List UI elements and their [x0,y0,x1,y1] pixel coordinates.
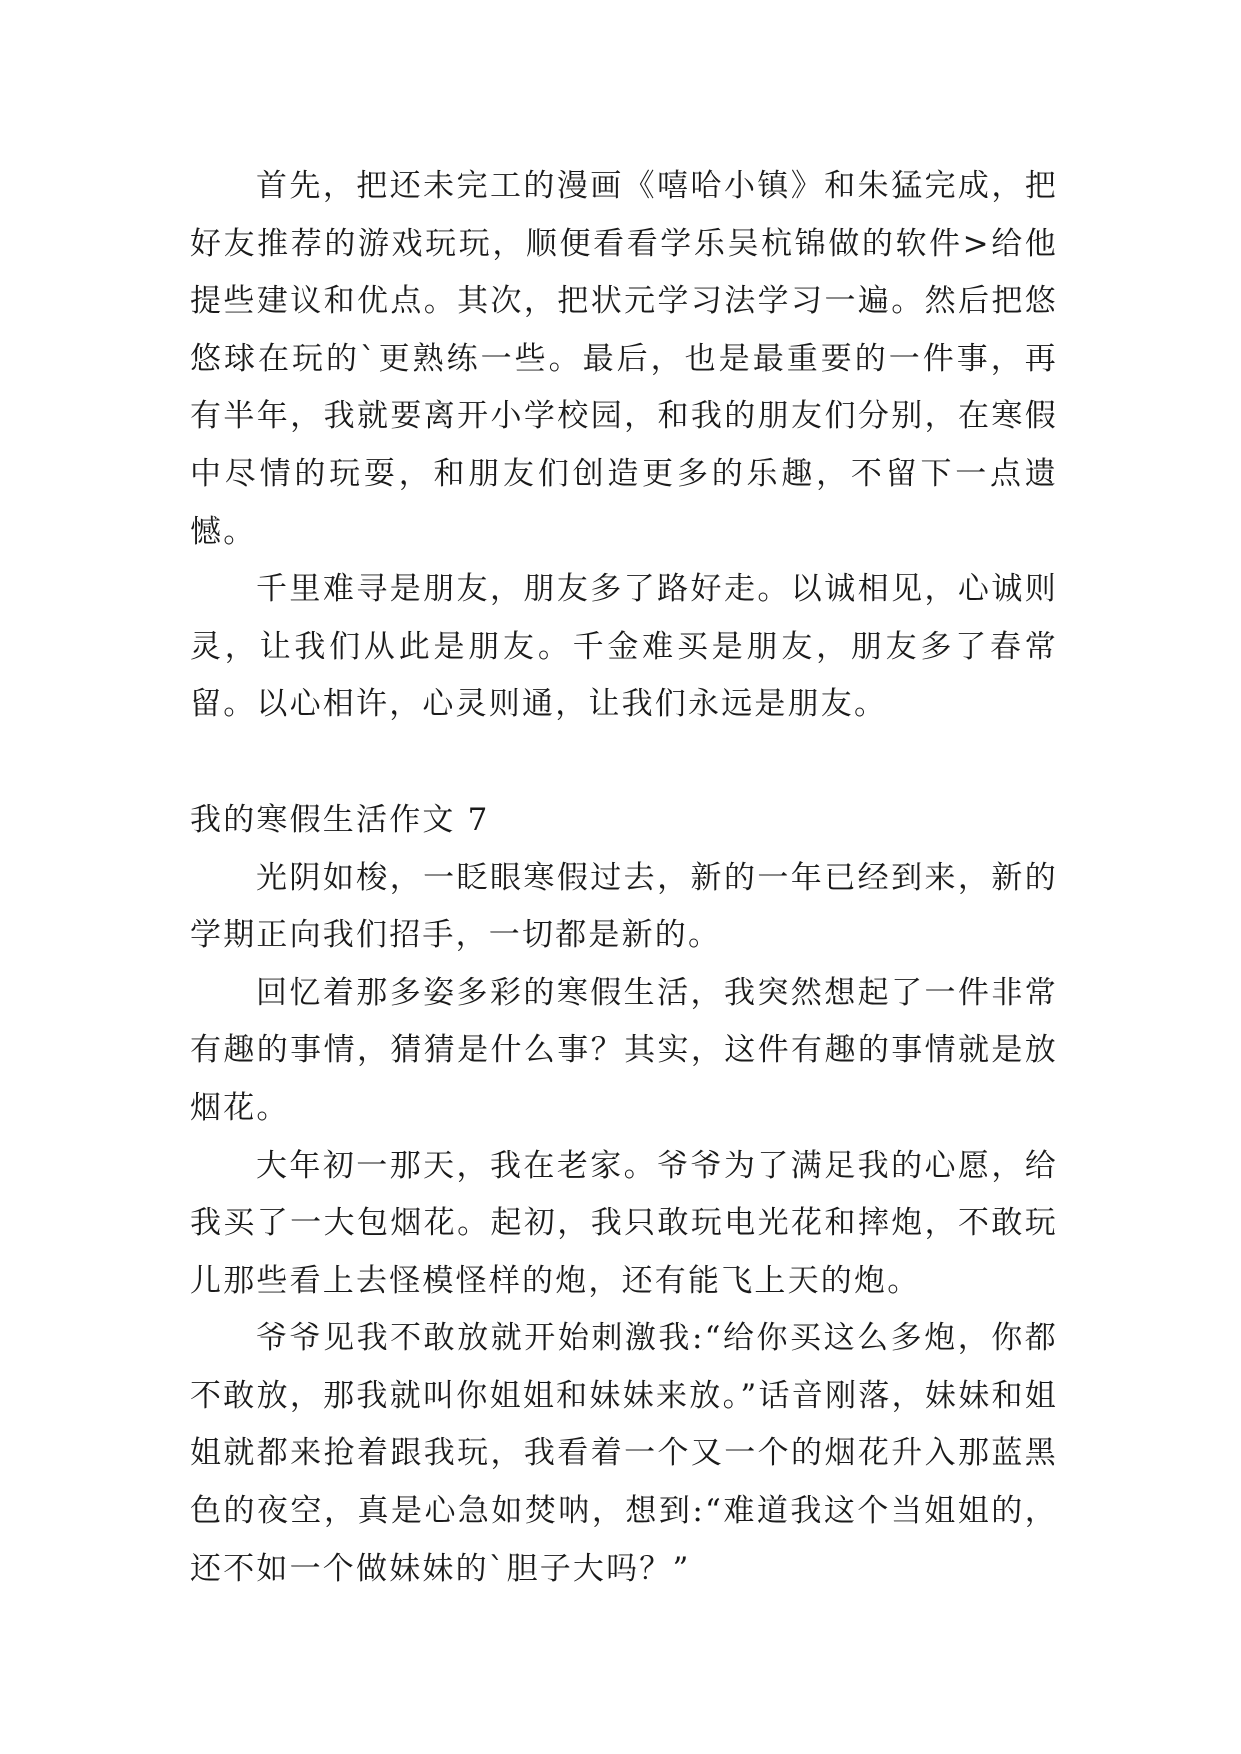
section-title: 我的寒假生活作文 7 [190,801,490,838]
document-body [190,158,1058,1598]
paragraph: 首先，把还未完工的漫画《嘻哈小镇》和朱猛完成，把好友推荐的游戏玩玩，顺便看看学乐吴杭锦做的软件>给他提些建议和优点。其次，把状元学习法学习一遍。然后把悠悠球在玩的`更熟练一些。最后，也是最重要的一件事，再有半年，我就要离开小学校园，和我的朋友们分别，在寒假中尽情的玩耍，和朋友们创造更多的乐趣，不留下一点遗憾。 [190,168,1058,550]
paragraph: 爷爷见我不敢放就开始刺激我:“给你买这么多炮，你都不敢放，那我就叫你姐姐和妹妹来放。”话音刚落，妹妹和姐姐就都来抢着跟我玩，我看着一个又一个的烟花升入那蓝黑色的夜空，真是心急如焚呐，想到:“难道我这个当姐姐的，还不如一个做妹妹的`胆子大吗？” [190,1320,1058,1587]
paragraph: 大年初一那天，我在老家。爷爷为了满足我的心愿，给我买了一大包烟花。起初，我只敢玩电光花和摔炮，不敢玩儿那些看上去怪模怪样的炮，还有能飞上天的炮。 [190,1147,1058,1299]
paragraph: 千里难寻是朋友，朋友多了路好走。以诚相见，心诚则灵，让我们从此是朋友。千金难买是朋友，朋友多了春常留。以心相许，心灵则通，让我们永远是朋友。 [190,571,1058,723]
paragraph: 回忆着那多姿多彩的寒假生活，我突然想起了一件非常有趣的事情，猜猜是什么事？其实，这件有趣的事情就是放烟花。 [190,974,1058,1126]
paragraph: 光阴如梭，一眨眼寒假过去，新的一年已经到来，新的学期正向我们招手，一切都是新的。 [190,859,1058,954]
